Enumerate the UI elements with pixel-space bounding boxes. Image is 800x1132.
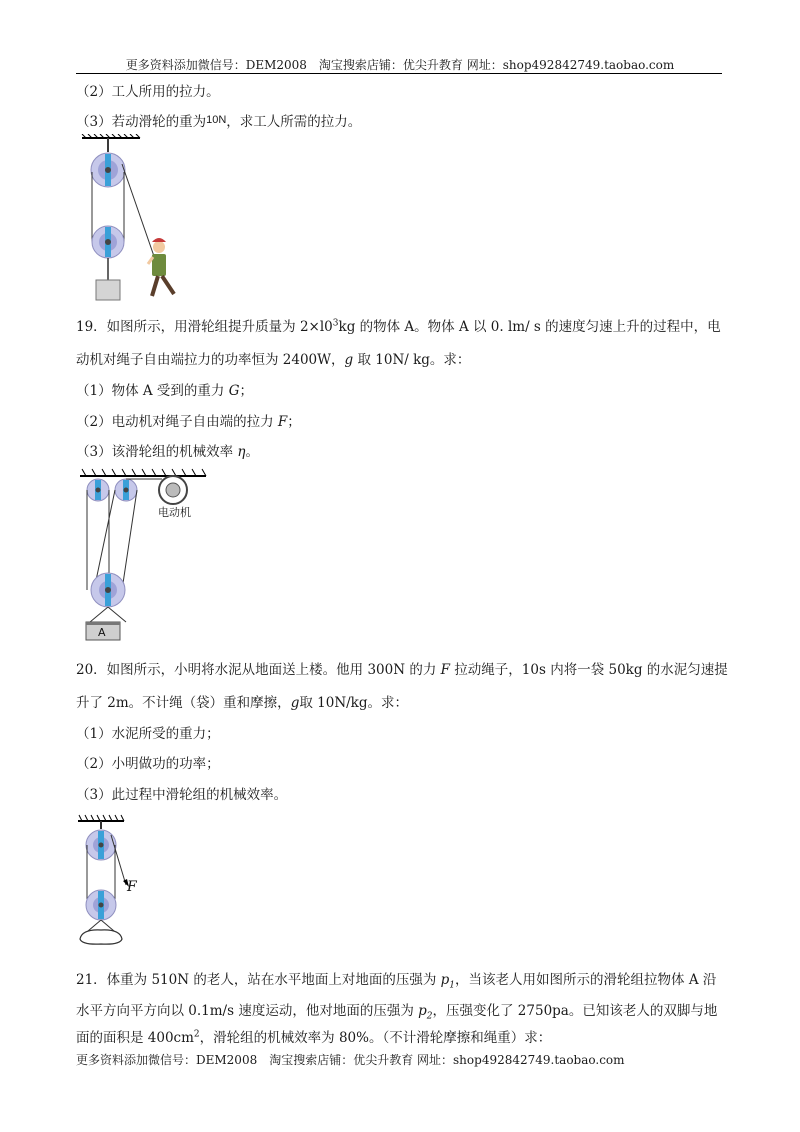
q19-stem-line1: 19．如图所示，用滑轮组提升质量为 $2\times l0^3kg$ 的物体 A。物体 A 以 0. lm/ s 的速度匀速上升的过程中，电 xyxy=(76,318,721,335)
q18-part2: （2）工人所用的拉力。 xyxy=(76,84,220,100)
q21-line1: 21．体重为 510N 的老人，站在水平地面上对地面的压强为 $p_1$，当该老人用如图所示的滑轮组拉物体 A 沿 xyxy=(76,972,717,991)
q20-part2: （2）小明做功的功率； xyxy=(76,756,220,772)
q20-part1: （1）水泥所受的重力； xyxy=(76,726,220,742)
q21-line2: 水平方向平方向以 0.1m/s 速度运动，他对地面的压强为 $p_2$，压强变化了 2750pa。已知该老人的双脚与地 xyxy=(76,1003,718,1022)
figure-q19-pulley-motor xyxy=(78,466,218,646)
q21-line3: 面的面积是 $400cm^2$，滑轮组的机械效率为 80%。（不计滑轮摩擦和绳重）求： xyxy=(76,1029,552,1046)
figure-q20-pulley-cement xyxy=(76,813,156,948)
block-a-label: A xyxy=(98,626,106,639)
motor-label: 电动机 xyxy=(158,506,191,519)
q20-part3: （3）此过程中滑轮组的机械效率。 xyxy=(76,787,288,803)
q19-part1: （1）物体 A 受到的重力 G； xyxy=(76,383,254,399)
q20-stem-line2: 升了 2m。不计绳（袋）重和摩擦，g取 10N/kg。求： xyxy=(76,695,408,711)
q19-part2: （2）电动机对绳子自由端的拉力 F； xyxy=(76,414,301,430)
header-divider xyxy=(76,73,722,74)
page-footer: 更多资料添加微信号：DEM2008 淘宝搜索店铺：优尖升教育 网址：shop492842749.taobao.com xyxy=(76,1053,625,1067)
page-header: 更多资料添加微信号：DEM2008 淘宝搜索店铺：优尖升教育 网址：shop492842749.taobao.com xyxy=(125,58,675,72)
q20-stem-line1: 20．如图所示，小明将水泥从地面送上楼。他用 300N 的力 F 拉动绳子，10s 内将一袋 50kg 的水泥匀速提 xyxy=(76,662,728,678)
figure-q18-pulley-worker xyxy=(78,134,188,304)
q19-stem-line2: 动机对绳子自由端拉力的功率恒为 2400W，g 取 10N/ kg。求： xyxy=(76,352,471,368)
q18-part3-value: 10N xyxy=(206,114,227,126)
q18-part3: （3）若动滑轮的重为$^{10N}$，求工人所需的拉力。 xyxy=(76,114,362,130)
q19-part3: （3）该滑轮组的机械效率 η。 xyxy=(76,444,259,460)
force-f-label: F xyxy=(127,879,137,895)
